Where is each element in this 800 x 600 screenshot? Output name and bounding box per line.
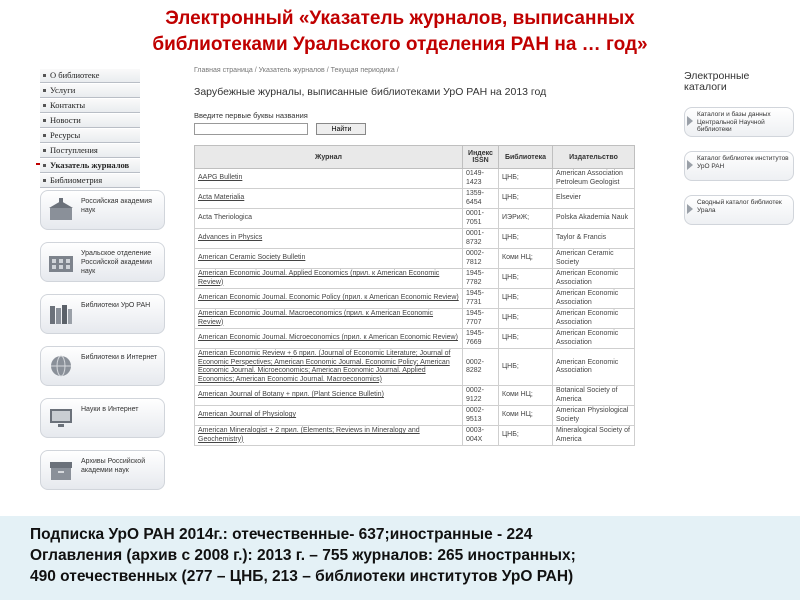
summary-line-3: 490 отечественных (277 – ЦНБ, 213 – библиотеки институтов УрО РАН) <box>30 568 574 585</box>
library-cell: ЦНБ; <box>499 289 553 309</box>
issn-cell: 0001-7051 <box>463 209 499 229</box>
publisher-cell: American Economic Association <box>553 329 635 349</box>
journal-cell[interactable]: AAPG Bulletin <box>195 169 463 189</box>
main-content <box>194 67 634 446</box>
library-cell: ЦНБ; <box>499 309 553 329</box>
library-cell: Коми НЦ; <box>499 386 553 406</box>
left-nav <box>40 69 140 189</box>
column-header-issn[interactable]: Индекс ISSN <box>463 146 499 169</box>
arrow-right-icon <box>687 204 693 214</box>
nav-item-journal-index[interactable]: Указатель журналов <box>40 159 140 173</box>
issn-cell: 1945-7731 <box>463 289 499 309</box>
table-row <box>195 289 635 309</box>
banner-libraries[interactable] <box>40 294 165 334</box>
nav-item-contacts[interactable]: Контакты <box>40 99 140 113</box>
publisher-cell: American Economic Association <box>553 309 635 329</box>
summary-line-1: Подписка УрО РАН 2014г.: отечественные- 637;иностранные - 224 <box>30 526 533 543</box>
catalog-link-label: Сводный каталог библиотек Урала <box>697 199 782 214</box>
column-header-journal[interactable]: Журнал <box>195 146 463 169</box>
publisher-cell: American Association Petroleum Geologist <box>553 169 635 189</box>
search-row <box>194 123 634 135</box>
building-icon <box>47 250 75 274</box>
nav-item-about[interactable]: О библиотеке <box>40 69 140 83</box>
table-header-row <box>195 146 635 169</box>
search-button[interactable]: Найти <box>316 123 366 135</box>
breadcrumb[interactable]: Главная страница / Указатель журналов / Текущая периодика / <box>194 67 399 74</box>
library-cell: ЦНБ; <box>499 169 553 189</box>
issn-cell: 0001-8732 <box>463 229 499 249</box>
arrow-right-icon <box>687 160 693 170</box>
nav-item-arrivals[interactable]: Поступления <box>40 144 140 158</box>
table-row <box>195 309 635 329</box>
publisher-cell: Taylor & Francis <box>553 229 635 249</box>
banner-uran[interactable] <box>40 242 165 282</box>
library-cell: Коми НЦ; <box>499 249 553 269</box>
issn-cell: 0002-8282 <box>463 349 499 386</box>
publisher-cell: Botanical Society of America <box>553 386 635 406</box>
journal-cell[interactable]: Advances in Physics <box>195 229 463 249</box>
catalog-link-label: Каталоги и базы данных Центральной Научной библиотеки <box>697 111 771 133</box>
issn-cell: 0002-9513 <box>463 406 499 426</box>
library-cell: ЦНБ; <box>499 189 553 209</box>
books-icon <box>47 302 75 326</box>
library-cell: ЦНБ; <box>499 229 553 249</box>
nav-item-news[interactable]: Новости <box>40 114 140 128</box>
journals-table <box>194 145 635 446</box>
banner-label: Науки в Интернет <box>81 406 139 413</box>
table-row <box>195 406 635 426</box>
issn-cell: 1945-7669 <box>463 329 499 349</box>
journal-cell[interactable]: American Economic Review + 6 прил. (Journal of Economic Literature; Journal of Economic Perspectives; American Economic Journal. Economic Policy; American Economic Journal. Microeconomics; American Economic Journal. Applied Economics; American Economic Journal. Macroeconomics) <box>195 349 463 386</box>
website-screenshot <box>36 57 798 517</box>
publisher-cell: Elsevier <box>553 189 635 209</box>
catalog-link-institutes[interactable] <box>684 151 794 181</box>
journal-cell[interactable]: Acta Materialia <box>195 189 463 209</box>
banner-label: Уральское отделение Российской академии наук <box>81 250 153 275</box>
journal-cell[interactable]: American Journal of Physiology <box>195 406 463 426</box>
library-cell: Коми НЦ; <box>499 406 553 426</box>
publisher-cell: American Economic Association <box>553 269 635 289</box>
page-title: Зарубежные журналы, выписанные библиотеками УрО РАН на 2013 год <box>194 86 547 98</box>
summary-line-2: Оглавления (архив с 2008 г.): 2013 г. – 755 журналов: 265 иностранных; <box>30 547 576 564</box>
banner-ras[interactable] <box>40 190 165 230</box>
table-row <box>195 209 635 229</box>
column-header-publisher[interactable]: Издательство <box>553 146 635 169</box>
issn-cell: 0002-7812 <box>463 249 499 269</box>
banner-internet-libraries[interactable] <box>40 346 165 386</box>
library-cell: ЦНБ; <box>499 349 553 386</box>
library-cell: ЦНБ; <box>499 269 553 289</box>
banner-archives[interactable] <box>40 450 165 490</box>
nav-item-resources[interactable]: Ресурсы <box>40 129 140 143</box>
table-row <box>195 386 635 406</box>
monitor-icon <box>47 406 75 430</box>
banner-label: Библиотеки УрО РАН <box>81 302 151 309</box>
journal-cell: Acta Theriologica <box>195 209 463 229</box>
summary-panel <box>0 516 800 600</box>
search-input[interactable] <box>194 123 308 135</box>
catalog-link-ural[interactable] <box>684 195 794 225</box>
nav-item-services[interactable]: Услуги <box>40 84 140 98</box>
right-column <box>684 71 794 225</box>
publisher-cell: American Economic Association <box>553 349 635 386</box>
library-cell: ЦНБ; <box>499 426 553 446</box>
banner-label: Российская академия наук <box>81 198 152 214</box>
journal-cell[interactable]: American Economic Journal. Microeconomics (прил. к American Economic Review) <box>195 329 463 349</box>
search-label: Введите первые буквы названия <box>194 111 308 120</box>
journal-cell[interactable]: American Economic Journal. Economic Policy (прил. к American Economic Review) <box>195 289 463 309</box>
table-row <box>195 329 635 349</box>
journal-cell[interactable]: American Ceramic Society Bulletin <box>195 249 463 269</box>
catalog-link-label: Каталог библиотек институтов УрО РАН <box>697 155 789 170</box>
journal-cell[interactable]: American Economic Journal. Macroeconomics (прил. к American Economic Review) <box>195 309 463 329</box>
publisher-cell: American Economic Association <box>553 289 635 309</box>
issn-cell: 0002-9122 <box>463 386 499 406</box>
library-cell: ИЭРиЖ; <box>499 209 553 229</box>
arrow-right-icon <box>687 116 693 126</box>
column-header-library[interactable]: Библиотека <box>499 146 553 169</box>
slide-title <box>0 6 800 58</box>
archive-icon <box>47 458 75 482</box>
catalogs-title: Электронные каталоги <box>684 70 750 93</box>
banner-science-internet[interactable] <box>40 398 165 438</box>
table-row <box>195 169 635 189</box>
slide-title-line-2: библиотеками Уральского отделения РАН на … год» <box>152 34 648 55</box>
issn-cell: 1945-7707 <box>463 309 499 329</box>
banner-label: Библиотеки в Интернет <box>81 354 158 361</box>
table-row <box>195 269 635 289</box>
journal-cell[interactable]: American Journal of Botany + прил. (Plant Science Bulletin) <box>195 386 463 406</box>
publisher-cell: Polska Akademia Nauk <box>553 209 635 229</box>
journal-cell[interactable]: American Mineralogist + 2 прил. (Elements; Reviews in Mineralogy and Geochemistry) <box>195 426 463 446</box>
library-cell: ЦНБ; <box>499 329 553 349</box>
publisher-cell: American Ceramic Society <box>553 249 635 269</box>
publisher-cell: Mineralogical Society of America <box>553 426 635 446</box>
table-row <box>195 349 635 386</box>
table-row <box>195 229 635 249</box>
table-row <box>195 426 635 446</box>
table-row <box>195 249 635 269</box>
journal-cell[interactable]: American Economic Journal. Applied Economics (прил. к American Economic Review) <box>195 269 463 289</box>
globe-icon <box>47 354 75 378</box>
nav-item-bibliometrics[interactable]: Библиометрия <box>40 174 140 188</box>
issn-cell: 0003-004X <box>463 426 499 446</box>
table-row <box>195 189 635 209</box>
banner-list <box>40 190 165 502</box>
banner-label: Архивы Российской академии наук <box>81 458 146 474</box>
issn-cell: 1359-6454 <box>463 189 499 209</box>
catalog-link-cnb[interactable] <box>684 107 794 137</box>
issn-cell: 1945-7782 <box>463 269 499 289</box>
publisher-cell: American Physiological Society <box>553 406 635 426</box>
slide-title-line-1: Электронный «Указатель журналов, выписанных <box>165 8 635 29</box>
building-icon <box>47 198 75 222</box>
issn-cell: 0149-1423 <box>463 169 499 189</box>
